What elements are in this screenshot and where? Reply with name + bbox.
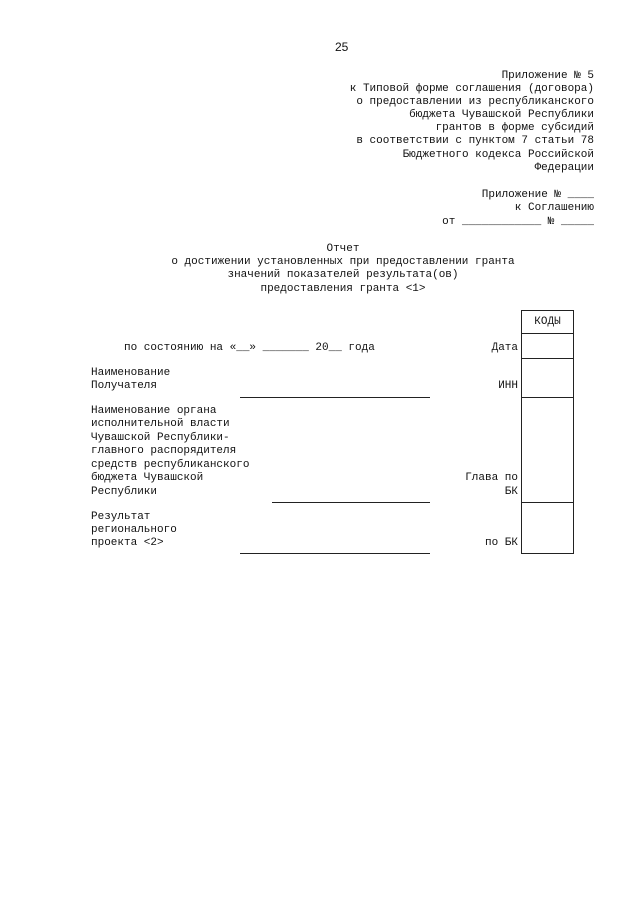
page-number: 25 — [335, 40, 349, 54]
authority-label: исполнительной власти — [91, 418, 230, 430]
codes-column — [521, 310, 574, 554]
result-label: регионального — [91, 524, 177, 536]
result-input-line[interactable] — [240, 553, 430, 554]
authority-label: главного распорядителя — [91, 445, 237, 457]
agreement-appendix-number: Приложение № ____ — [481, 189, 594, 201]
result-label: Результат — [91, 511, 151, 523]
appendix-header-line: Приложение № 5 — [501, 70, 594, 82]
agreement-appendix-date: от ____________ № _____ — [442, 216, 594, 228]
head-bk-label: Глава по — [465, 472, 518, 484]
codes-divider — [521, 397, 574, 398]
report-title-line: о достижении установленных при предоставлении гранта — [171, 256, 515, 268]
as-of-date-line: по состоянию на «__» _______ 20__ года — [124, 342, 375, 354]
codes-header: КОДЫ — [534, 316, 561, 328]
recipient-input-line[interactable] — [240, 397, 430, 398]
authority-label: средств республиканского — [91, 459, 250, 471]
codes-divider — [521, 358, 574, 359]
report-title-line: Отчет — [326, 243, 360, 255]
authority-label: бюджета Чувашской — [91, 472, 204, 484]
report-title-line: значений показателей результата(ов) — [227, 269, 459, 281]
authority-label: Наименование органа — [91, 405, 217, 417]
appendix-header-line: о предоставлении из республиканского — [356, 96, 594, 108]
appendix-header-line: бюджета Чувашской Республики — [409, 109, 594, 121]
appendix-header-line: Федерации — [534, 162, 594, 174]
head-bk-label: БК — [504, 486, 518, 498]
appendix-header-line: Бюджетного кодекса Российской — [402, 149, 594, 161]
recipient-label: Получателя — [91, 380, 158, 392]
authority-label: Республики — [91, 486, 158, 498]
report-title-line: предоставления гранта <1> — [260, 283, 426, 295]
by-bk-label: по БК — [484, 537, 518, 549]
recipient-label: Наименование — [91, 367, 171, 379]
appendix-header-line: грантов в форме субсидий — [435, 122, 594, 134]
codes-divider — [521, 333, 574, 334]
authority-input-line[interactable] — [272, 502, 430, 503]
result-label: проекта <2> — [91, 537, 164, 549]
appendix-header-line: в соответствии с пунктом 7 статьи 78 — [356, 135, 594, 147]
codes-divider — [521, 502, 574, 503]
authority-label: Чувашской Республики- — [91, 432, 230, 444]
date-label: Дата — [491, 342, 518, 354]
agreement-appendix-ref: к Соглашению — [514, 202, 594, 214]
inn-label: ИНН — [498, 380, 518, 392]
appendix-header-line: к Типовой форме соглашения (договора) — [349, 83, 594, 95]
